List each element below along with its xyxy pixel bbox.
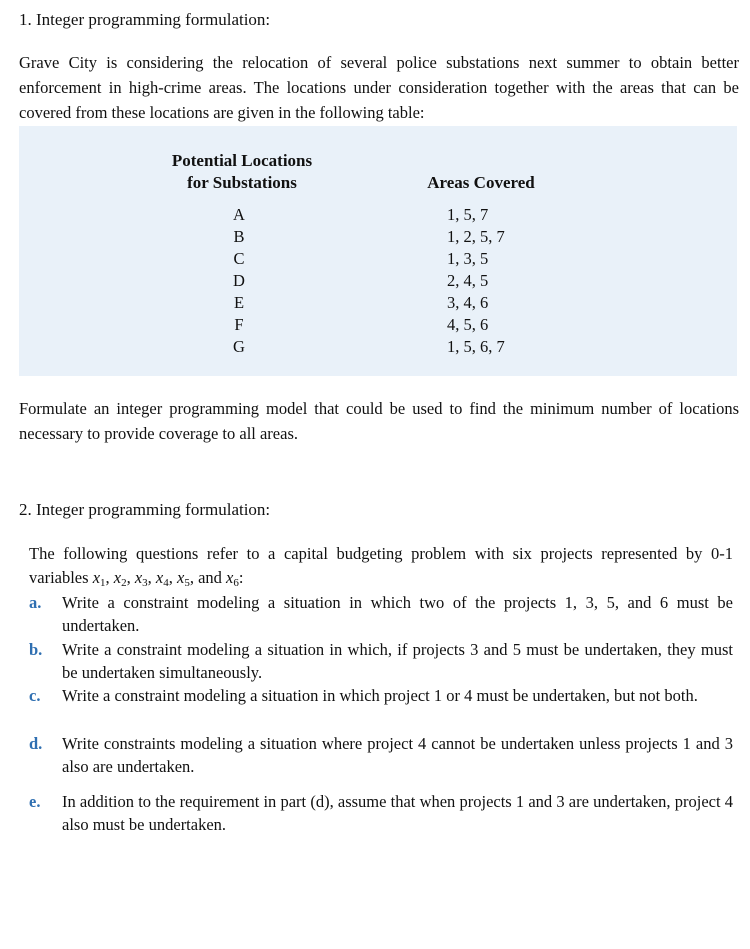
q2-item-c — [29, 684, 733, 707]
location-cell: F — [234, 315, 244, 334]
item-label: d. — [29, 734, 43, 753]
location-cell: C — [233, 249, 245, 268]
q2-intro-text: The following questions refer to a capital budgeting problem with six projects represented by 0-1 variables — [29, 544, 733, 587]
item-label: c. — [29, 686, 41, 705]
variable-list: $x_1$, $x_2$, $x_3$, $x_4$, $x_5$, and $x_6$: — [92, 568, 244, 589]
location-cell: B — [233, 227, 245, 246]
areas-cell: 2, 4, 5 — [447, 271, 489, 290]
q2-intro — [29, 542, 733, 590]
location-cell: E — [233, 293, 245, 312]
q2-item-a — [29, 591, 733, 637]
item-text: Write a constraint modeling a situation in which two of the projects 1, 3, 5, and 6 must be undertaken. — [62, 593, 733, 635]
location-cell: D — [233, 271, 245, 290]
item-text: Write a constraint modeling a situation in which project 1 or 4 must be undertaken, but not both. — [62, 686, 698, 705]
location-cell: A — [233, 205, 245, 224]
item-label: a. — [29, 593, 42, 612]
locations-column — [209, 204, 269, 358]
q2-item-b — [29, 638, 733, 684]
areas-cell: 1, 5, 6, 7 — [447, 337, 505, 356]
item-label: b. — [29, 640, 43, 659]
areas-column — [447, 204, 505, 358]
q1-heading: 1. Integer programming formulation: — [19, 10, 271, 29]
item-text: Write constraints modeling a situation where project 4 cannot be undertaken unless projects 1 and 3 also are undertaken. — [62, 734, 733, 776]
areas-cell: 1, 3, 5 — [447, 249, 489, 268]
q2-heading: 2. Integer programming formulation: — [19, 500, 271, 519]
q2-item-e — [29, 790, 733, 836]
q1-intro: Grave City is considering the relocation of several police substations next summer to obtain better enforcement in high-crime areas. The locations under consideration together with the areas that can be covered from these locations are given in the following table: — [19, 53, 739, 122]
item-text: Write a constraint modeling a situation in which, if projects 3 and 5 must be undertaken, they must be undertaken simultaneously. — [62, 640, 733, 682]
q1-question: Formulate an integer programming model that could be used to find the minimum number of locations necessary to provide coverage to all areas. — [19, 399, 739, 443]
header-areas: Areas Covered — [427, 173, 535, 192]
item-text: In addition to the requirement in part (d), assume that when projects 1 and 3 are undertaken, project 4 also must be undertaken. — [62, 792, 733, 834]
header-locations: Potential Locations for Substations — [171, 151, 313, 192]
areas-cell: 1, 2, 5, 7 — [447, 227, 505, 246]
areas-cell: 3, 4, 6 — [447, 293, 489, 312]
item-label: e. — [29, 792, 41, 811]
q2-item-d — [29, 732, 733, 778]
areas-cell: 1, 5, 7 — [447, 205, 489, 224]
location-cell: G — [233, 337, 245, 356]
coverage-table — [19, 126, 737, 376]
areas-cell: 4, 5, 6 — [447, 315, 489, 334]
